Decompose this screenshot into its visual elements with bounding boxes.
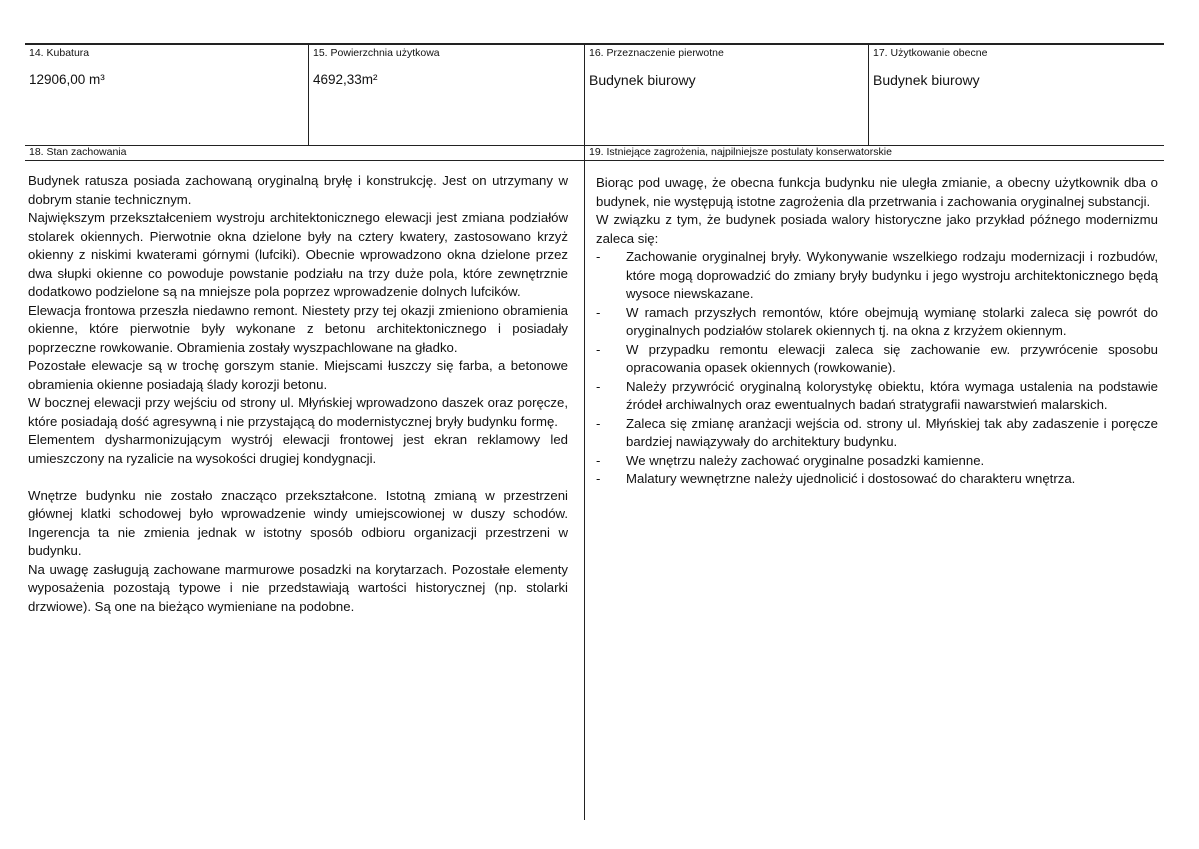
paragraph: Elementem dysharmonizującym wystrój elewacji frontowej jest ekran reklamowy led umieszczony na ryzalicie na wysokości drugiej kondygnacji.	[28, 432, 568, 466]
dash-bullet: -	[596, 341, 601, 357]
column-divider	[584, 145, 585, 820]
list-item	[596, 304, 1158, 341]
paragraph: Na uwagę zasługują zachowane marmurowe posadzki na korytarzach. Pozostałe elementy wyposażenia pozostają typowe i nie przedstawiają wartości historycznej (np. stolarki drzwiowe). Są one na bieżąco wymieniane na podobne.	[28, 561, 568, 614]
paragraph: Największym przekształceniem wystroju architektonicznego elewacji jest zmiana podziałów stolarek okiennych. Pierwotnie okna dzielone były na cztery kwatery, zastosowano krzyż okienny z niskimi kwaterami górnymi (lufciki). Obecnie wprowadzono okna dzielone przez dwa słupki okienne co powoduje powstanie podziału na trzy duże pola, które zewnętrznie dodatkowo podzielone są na mniejsze pola poprzez wprowadzenie dolnych lufcików.	[28, 210, 568, 299]
field-value: 12906,00 m³	[29, 72, 105, 87]
field-value: Budynek biurowy	[589, 72, 696, 88]
list-item	[596, 452, 1158, 471]
section-19-body	[596, 174, 1158, 489]
list-item-text: Zaleca się zmianę aranżacji wejścia od. strony ul. Młyńskiej tak aby zadaszenie i poręcze bardziej nawiązywały do architektury budynku.	[626, 415, 1158, 449]
list-item-text: We wnętrzu należy zachować oryginalne posadzki kamienne.	[626, 452, 985, 468]
list-item	[596, 470, 1158, 489]
section-19-label: 19. Istniejące zagrożenia, najpilniejsze postulaty konserwatorskie	[589, 146, 892, 158]
paragraph: Wnętrze budynku nie zostało znacząco przekształcone. Istotną zmianą w przestrzeni głównej klatki schodowej było wprowadzenie windy umiejscowionej w duszy schodów. Ingerencja ta nie zmienia jednak w istotny sposób odbioru organizacji przestrzeni w budynku.	[28, 487, 568, 558]
paragraph: Budynek ratusza posiada zachowaną oryginalną bryłę i konstrukcję. Jest on utrzymany w dobrym stanie technicznym.	[28, 173, 568, 207]
section-18-header	[25, 145, 584, 161]
field-value: Budynek biurowy	[873, 72, 980, 88]
recommendations-list	[596, 248, 1158, 489]
field-label: 17. Użytkowanie obecne	[873, 47, 988, 59]
paragraph: W związku z tym, że budynek posiada walory historyczne jako przykład późnego modernizmu zaleca się:	[596, 212, 1158, 246]
field-powierzchnia	[308, 45, 584, 145]
field-label: 15. Powierzchnia użytkowa	[313, 47, 440, 59]
paragraph: W bocznej elewacji przy wejściu od strony ul. Młyńskiej wprowadzono daszek oraz poręcze, które posiadają dość agresywną i nie przystającą do modernistycznej bryły budynku formę.	[28, 395, 568, 429]
list-item	[596, 415, 1158, 452]
dash-bullet: -	[596, 378, 601, 394]
dash-bullet: -	[596, 249, 601, 264]
top-fields-row	[25, 43, 1164, 146]
list-item-text: W przypadku remontu elewacji zaleca się zachowanie ew. przywrócenie sposobu opracowania opasek okiennych (rowkowanie).	[626, 341, 1158, 375]
paragraph: Pozostałe elewacje są w trochę gorszym stanie. Miejscami łuszczy się farba, a betonowe obramienia okienne posiadają ślady korozji betonu.	[28, 358, 568, 392]
dash-bullet: -	[596, 304, 601, 320]
field-label: 14. Kubatura	[29, 47, 90, 59]
dash-bullet: -	[596, 471, 601, 486]
field-uzytkowanie	[868, 45, 1164, 145]
list-item-text: Malatury wewnętrzne należy ujednolicić i dostosować do charakteru wnętrza.	[626, 471, 1076, 486]
list-item	[596, 378, 1158, 415]
field-kubatura	[25, 45, 308, 145]
section-18-body	[28, 172, 568, 616]
dash-bullet: -	[596, 415, 601, 431]
paragraph: Biorąc pod uwagę, że obecna funkcja budynku nie uległa zmianie, a obecny użytkownik dba o budynek, nie występują istotne zagrożenia dla przetrwania i zachowania oryginalnej substancji.	[596, 175, 1158, 209]
list-item	[596, 248, 1158, 304]
list-item-text: W ramach przyszłych remontów, które obejmują wymianę stolarki zaleca się powrót do oryginalnych podziałów stolarek okiennych tj. na okna z krzyżem okiennym.	[626, 304, 1158, 338]
field-value: 4692,33m²	[313, 72, 378, 87]
list-item-text: Zachowanie oryginalnej bryły. Wykonywanie wszelkiego rodzaju modernizacji i rozbudów, które mogą doprowadzić do zmiany bryły budynku i jego wystroju architektonicznego będą wysoce niewskazane.	[626, 249, 1158, 301]
dash-bullet: -	[596, 452, 601, 468]
list-item	[596, 341, 1158, 378]
section-18-label: 18. Stan zachowania	[29, 146, 127, 158]
paragraph: Elewacja frontowa przeszła niedawno remont. Niestety przy tej okazji zmieniono obramienia okienne, które pierwotnie były wykonane z betonu architektonicznego i posiadały poprzeczne rowkowanie. Obramienia zostały wyszpachlowane na gładko.	[28, 302, 568, 355]
field-przeznaczenie	[584, 45, 868, 145]
field-label: 16. Przeznaczenie pierwotne	[589, 47, 724, 59]
section-19-header	[584, 145, 1164, 161]
list-item-text: Należy przywrócić oryginalną kolorystykę obiektu, która wymaga ustalenia na podstawie źródeł archiwalnych oraz ewentualnych badań stratygrafii nawarstwień malarskich.	[626, 378, 1158, 412]
